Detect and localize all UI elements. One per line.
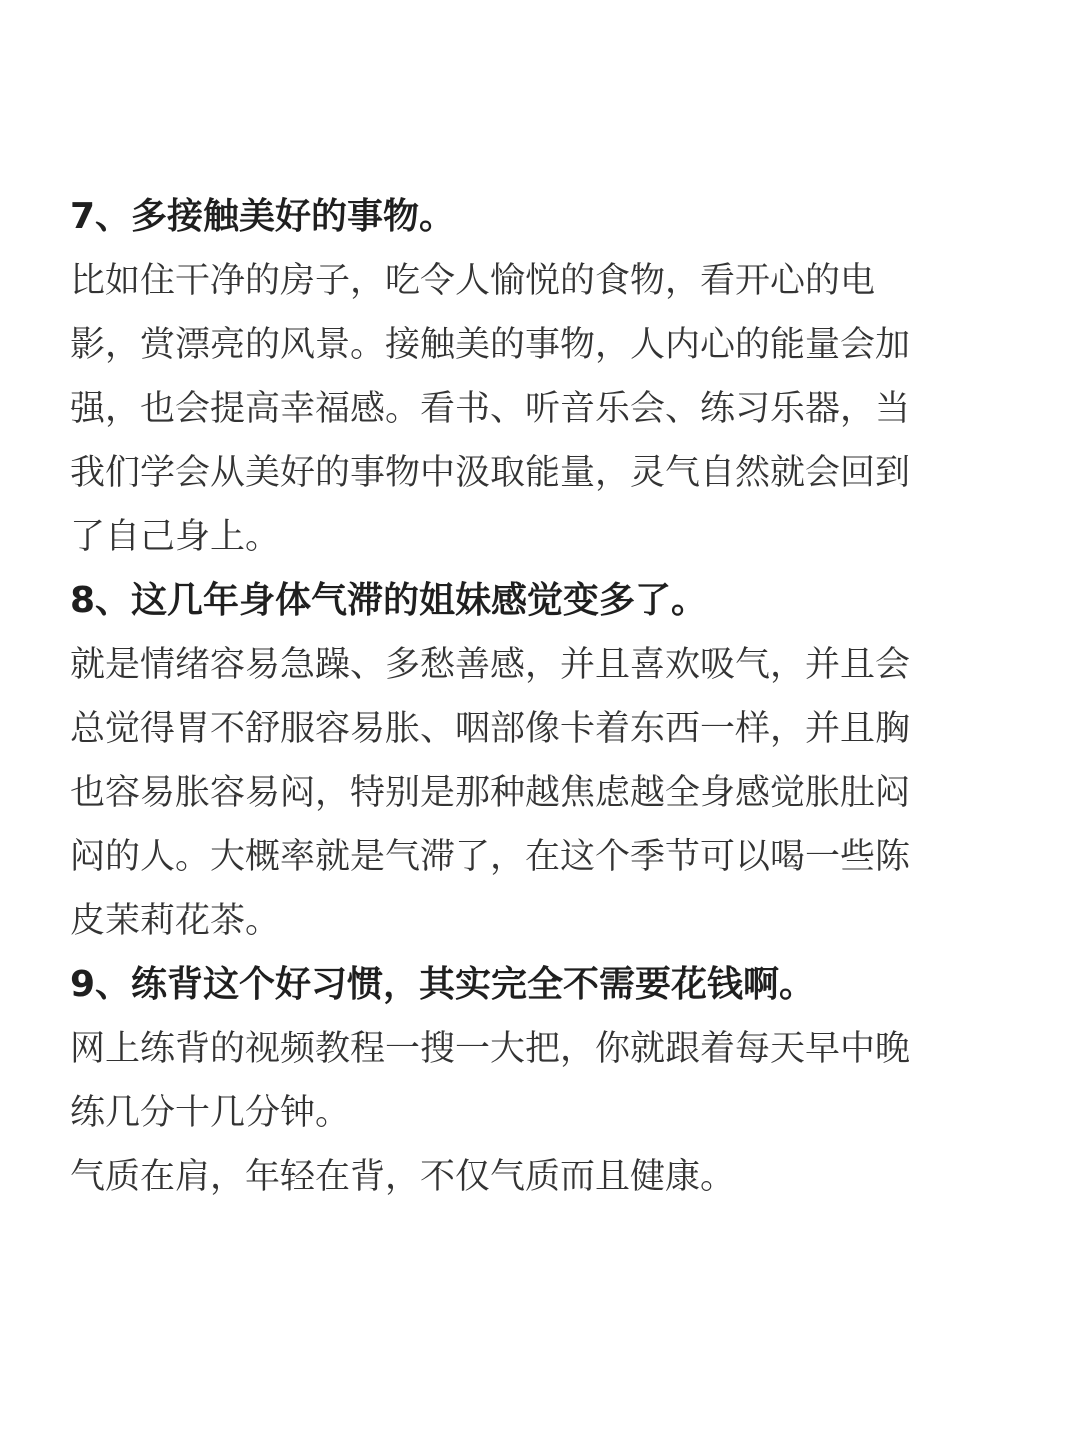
section-paragraph: 比如住干净的房子，吃令人愉悦的食物，看开心的电 影，赏漂亮的风景。接触美的事物，人内心的能量会加 强，也会提高幸福感。看书、听音乐会、练习乐器，当 我们学会从美好的事物中汲取能量，灵气自然就会回到 了自己身上。 <box>70 261 911 557</box>
section-heading: 9、练背这个好习惯，其实完全不需要花钱啊。 <box>70 964 816 1005</box>
section-paragraph: 网上练背的视频教程一搜一大把，你就跟着每天早中晚 练几分十几分钟。 <box>70 1029 911 1133</box>
section-paragraph: 气质在肩，年轻在背，不仅气质而且健康。 <box>70 1157 736 1197</box>
section-paragraph: 就是情绪容易急躁、多愁善感，并且喜欢吸气，并且会 总觉得胃不舒服容易胀、咽部像卡着东西一样，并且胸 也容易胀容易闷，特别是那种越焦虑越全身感觉胀肚闷 闷的人。大概率就是气滞了，在这个季节可以喝一些陈 皮茉莉花茶。 <box>70 645 911 941</box>
section-9 <box>70 953 995 1209</box>
section-heading: 7、多接触美好的事物。 <box>70 196 456 237</box>
section-7 <box>70 185 995 569</box>
article-content <box>70 185 995 1209</box>
section-8 <box>70 569 995 953</box>
section-heading: 8、这几年身体气滞的姐妹感觉变多了。 <box>70 580 708 621</box>
